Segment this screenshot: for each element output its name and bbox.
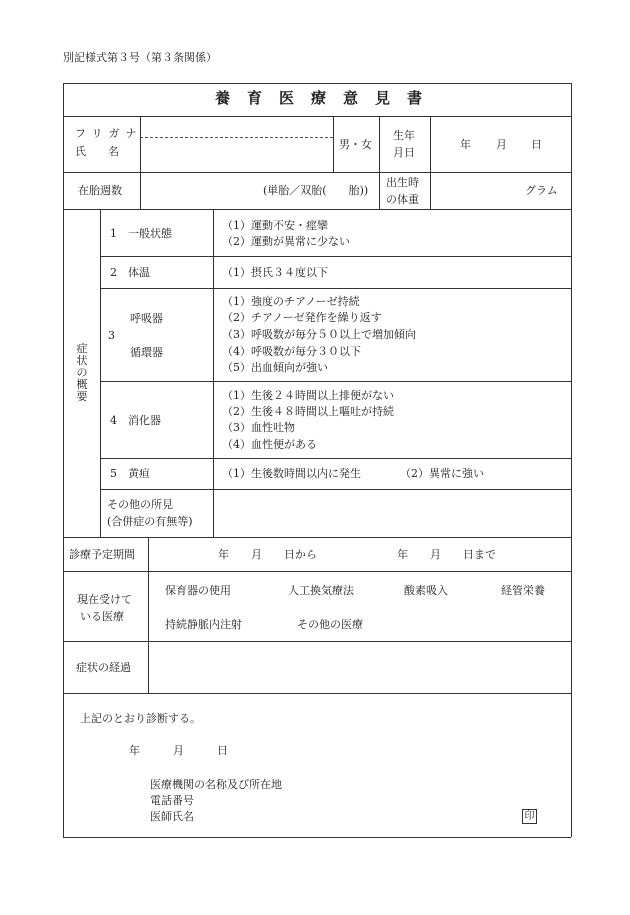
birth-month-unit: 月 [496, 138, 507, 151]
symptom-5-item[interactable]: （1）生後数時間以内に発生 [222, 467, 361, 480]
sex-label[interactable]: 男・女 [339, 138, 372, 151]
symptom-3-label-respiratory: 呼吸器 [130, 312, 163, 325]
treatment-option-incubator[interactable]: 保育器の使用 [165, 584, 231, 597]
course-label: 症状の経過 [76, 661, 131, 674]
gram-label: グラム [525, 184, 558, 197]
other-findings-field[interactable] [215, 491, 569, 535]
row-line [63, 537, 571, 538]
birth-date-label-1: 生年 [393, 129, 415, 142]
furigana-label: フリガナ [75, 127, 143, 140]
course-field[interactable] [150, 643, 569, 691]
symptom-3-item[interactable]: （5）出血傾向が強い [222, 361, 328, 374]
col-line [100, 209, 101, 537]
symptom-4-item[interactable]: （2）生後４８時間以上嘔吐が持続 [222, 405, 394, 418]
col-line [333, 116, 334, 172]
name-field[interactable] [142, 139, 331, 171]
signature-date[interactable]: 年 月 日 [129, 744, 228, 757]
birth-year-unit: 年 [460, 138, 471, 151]
form-title: 養育医療意見書 [215, 89, 440, 107]
period-to[interactable]: 年 月 日まで [397, 548, 496, 561]
row-line [63, 641, 571, 642]
table-border-bottom [63, 837, 571, 838]
row-line [100, 256, 571, 257]
symptom-3-item[interactable]: （1）強度のチアノーゼ持続 [222, 295, 360, 308]
row-line [63, 209, 571, 210]
current-treatment-label-2: いる医療 [80, 610, 124, 623]
symptom-1-label: 1 一般状態 [110, 227, 172, 240]
symptom-3-item[interactable]: （3）呼吸数が毎分５０以上で増加傾向 [222, 328, 416, 341]
furigana-divider [140, 137, 333, 138]
phone-label: 電話番号 [150, 794, 194, 807]
symptom-4-item[interactable]: （1）生後２４時間以上排便がない [222, 389, 394, 402]
treatment-option-tube-feeding[interactable]: 経管栄養 [501, 584, 545, 597]
institution-label: 医療機関の名称及び所在地 [150, 778, 282, 791]
furigana-field[interactable] [142, 118, 331, 136]
diagnosis-statement: 上記のとおり診断する。 [80, 712, 201, 725]
birth-weight-label-2: の体重 [386, 193, 419, 206]
symptoms-label-char: 概 [76, 378, 88, 391]
birth-weight-label-1: 出生時 [386, 176, 419, 189]
symptoms-label-char: 状 [76, 354, 88, 367]
symptom-5-label: 5 黄疸 [110, 467, 150, 480]
symptom-1-item[interactable]: （1）運動不安・痙攣 [222, 219, 328, 232]
symptoms-label-char: 要 [76, 390, 88, 403]
seal-mark: 印 [522, 809, 537, 824]
row-line [100, 381, 571, 382]
col-line [213, 209, 214, 537]
symptom-1-item[interactable]: （2）運動が異常に少ない [222, 235, 350, 248]
table-border-right [571, 83, 572, 837]
col-line [379, 116, 380, 209]
other-findings-label-1: その他の所見 [107, 498, 173, 511]
name-label: 氏 名 [75, 145, 119, 158]
row-line [63, 693, 571, 694]
birth-day-unit: 日 [531, 138, 542, 151]
symptom-3-item[interactable]: （4）呼吸数が毎分３０以下 [222, 345, 361, 358]
symptom-2-item[interactable]: （1）摂氏３４度以下 [222, 266, 328, 279]
symptom-3-number: 3 [108, 329, 115, 342]
row-line [100, 489, 571, 490]
symptom-4-label: 4 消化器 [110, 414, 161, 427]
symptom-4-item[interactable]: （4）血性便がある [222, 438, 317, 451]
birth-type: (単胎／双胎( 胎)) [263, 184, 369, 197]
other-findings-label-2: (合併症の有無等) [107, 515, 193, 528]
row-line [100, 288, 571, 289]
current-treatment-label-1: 現在受けて [77, 593, 132, 606]
gestation-label: 在胎週数 [78, 184, 122, 197]
treatment-option-oxygen[interactable]: 酸素吸入 [404, 584, 448, 597]
period-label: 診療予定期間 [69, 548, 135, 561]
form-code: 別記様式第３号（第３条関係） [63, 51, 217, 64]
symptoms-label-char: の [76, 366, 88, 379]
symptom-3-label-circulatory: 循環器 [130, 346, 163, 359]
symptom-5-item[interactable]: （2）異常に強い [400, 467, 484, 480]
treatment-option-iv-infusion[interactable]: 持続静脈内注射 [165, 618, 242, 631]
table-border-left [63, 83, 64, 837]
symptoms-label [75, 343, 89, 403]
doctor-name-label: 医師氏名 [150, 810, 194, 823]
birth-date-label-2: 月日 [393, 146, 415, 159]
table-border-top [63, 83, 571, 84]
col-line [430, 116, 431, 209]
col-line [148, 537, 149, 693]
row-line [63, 571, 571, 572]
symptoms-label-char: 症 [76, 342, 88, 355]
gestation-field[interactable] [142, 174, 252, 207]
treatment-option-other[interactable]: その他の医療 [297, 618, 363, 631]
row-line [100, 458, 571, 459]
symptom-2-label: 2 体温 [110, 266, 150, 279]
period-from[interactable]: 年 月 日から [218, 548, 317, 561]
treatment-option-ventilation[interactable]: 人工換気療法 [288, 584, 354, 597]
symptom-3-item[interactable]: （2）チアノーゼ発作を繰り返す [222, 311, 382, 324]
symptom-4-item[interactable]: （3）血性吐物 [222, 421, 295, 434]
